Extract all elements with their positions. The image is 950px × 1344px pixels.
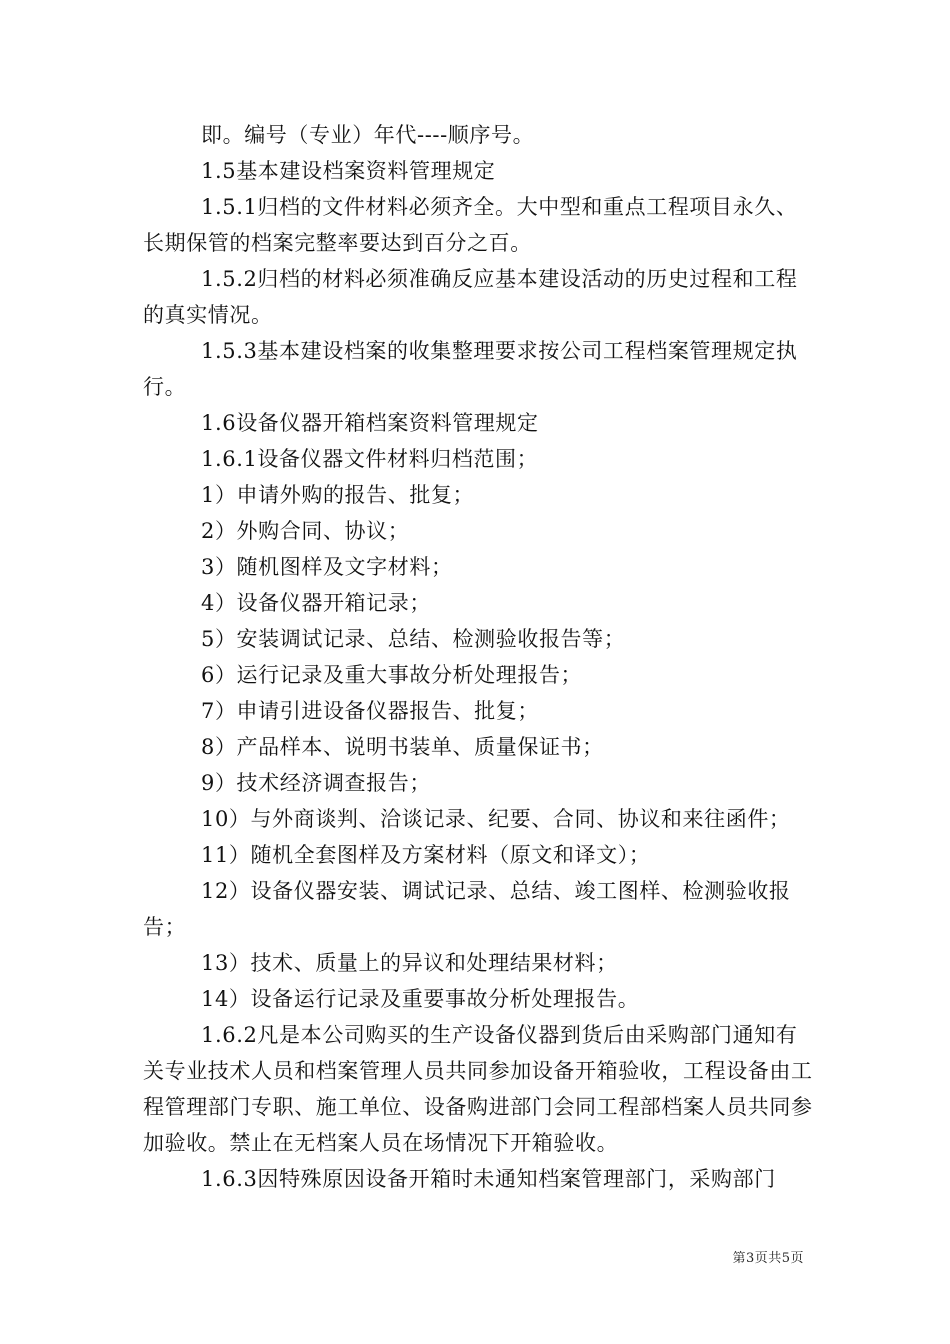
- paragraph: 即。编号（专业）年代----顺序号。: [201, 123, 535, 147]
- paragraph: 1.6.3因特殊原因设备开箱时未通知档案管理部门，采购部门: [201, 1167, 776, 1191]
- section-heading-1-5: 1.5基本建设档案资料管理规定: [201, 159, 496, 183]
- list-item: 9）技术经济调查报告；: [201, 771, 431, 795]
- list-item: 6）运行记录及重大事故分析处理报告；: [201, 663, 583, 687]
- list-item: 14）设备运行记录及重要事故分析处理报告。: [201, 987, 640, 1011]
- paragraph: 1.5.1归档的文件材料必须齐全。大中型和重点工程项目永久、长期保管的档案完整率要达到百分之百。: [143, 195, 798, 255]
- paragraph: 1.5.2归档的材料必须准确反应基本建设活动的历史过程和工程的真实情况。: [143, 267, 798, 327]
- list-item: 7）申请引进设备仪器报告、批复；: [201, 699, 539, 723]
- page-number-footer: 第3页共5页: [732, 1251, 804, 1266]
- list-item: 10）与外商谈判、洽谈记录、纪要、合同、协议和来往函件；: [201, 807, 791, 831]
- list-item: 1）申请外购的报告、批复；: [201, 483, 475, 507]
- list-item: 2）外购合同、协议；: [201, 519, 410, 543]
- paragraph: 1.6.2凡是本公司购买的生产设备仪器到货后由采购部门通知有关专业技术人员和档案管理人员共同参加设备开箱验收，工程设备由工程管理部门专职、施工单位、设备购进部门会同工程部档案人员共同参加验收。禁止在无档案人员在场情况下开箱验收。: [143, 1023, 813, 1155]
- list-item: 5）安装调试记录、总结、检测验收报告等；: [201, 627, 626, 651]
- list-item: 12）设备仪器安装、调试记录、总结、竣工图样、检测验收报告；: [143, 879, 791, 939]
- paragraph: 1.5.3基本建设档案的收集整理要求按公司工程档案管理规定执行。: [143, 339, 798, 399]
- section-heading-1-6: 1.6设备仪器开箱档案资料管理规定: [201, 411, 539, 435]
- list-item: 4）设备仪器开箱记录；: [201, 591, 431, 615]
- paragraph: 1.6.1设备仪器文件材料归档范围；: [201, 447, 539, 471]
- document-body: [143, 117, 815, 1197]
- list-item: 3）随机图样及文字材料；: [201, 555, 453, 579]
- list-item: 13）技术、质量上的异议和处理结果材料；: [201, 951, 618, 975]
- list-item: 8）产品样本、说明书装单、质量保证书；: [201, 735, 604, 759]
- list-item: 11）随机全套图样及方案材料（原文和译文）；: [201, 843, 651, 867]
